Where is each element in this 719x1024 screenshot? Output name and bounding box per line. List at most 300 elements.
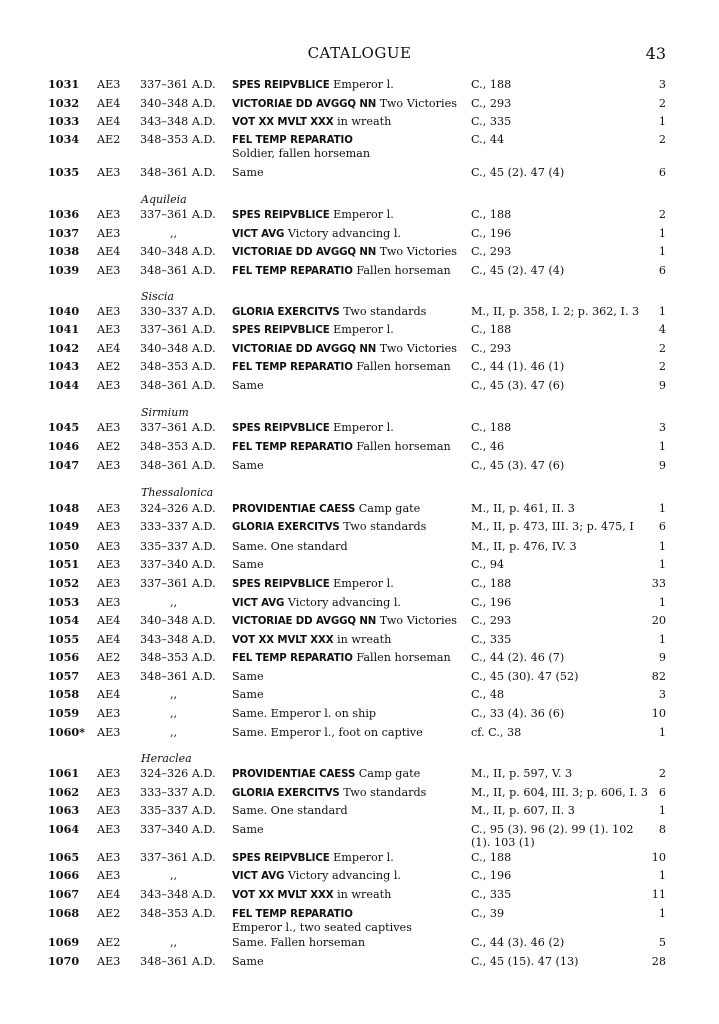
entry-number: 1066 — [48, 868, 80, 882]
entry-number: 1070 — [48, 954, 80, 968]
date-range: 348–353 A.D. — [140, 133, 216, 146]
specimen-count: 9 — [658, 651, 666, 664]
denomination: AE3 — [97, 166, 121, 179]
reference: C., 188 — [471, 78, 512, 91]
specimen-count: 1 — [658, 502, 666, 515]
date-range: 337–361 A.D. — [140, 323, 216, 336]
reverse-type: Fallen horseman — [356, 264, 451, 277]
entry-number: 1034 — [48, 132, 80, 146]
date-range: 348–361 A.D. — [140, 955, 216, 968]
specimen-count: 6 — [658, 786, 666, 799]
reference: C., 45 (30). 47 (52) — [471, 670, 579, 683]
reference: C., 45 (3). 47 (6) — [471, 379, 565, 392]
reverse-description — [232, 869, 464, 883]
entry-number: 1039 — [48, 263, 80, 277]
entry-number: 1047 — [48, 458, 80, 472]
reverse-legend: VOT XX MVLT XXX — [232, 890, 334, 901]
page-header — [0, 44, 719, 64]
reverse-type: Same — [232, 379, 264, 392]
reverse-description — [232, 726, 464, 739]
reverse-description — [232, 614, 464, 628]
specimen-count: 11 — [651, 888, 666, 901]
entry-number: 1060* — [48, 725, 85, 739]
reverse-type: Emperor l. — [333, 208, 394, 221]
reverse-description — [232, 670, 464, 683]
reverse-legend: FEL TEMP REPARATIO — [232, 909, 353, 920]
date-range: 348–353 A.D. — [140, 651, 216, 664]
entry-number: 1058 — [48, 687, 80, 701]
date-range: ,, — [170, 936, 178, 949]
entry-number: 1041 — [48, 322, 80, 336]
reverse-type: Victory advancing l. — [287, 869, 401, 882]
entry-number: 1057 — [48, 669, 80, 683]
entry-number: 1032 — [48, 96, 80, 110]
reverse-type: Same. One standard — [232, 804, 348, 817]
denomination: AE3 — [97, 955, 121, 968]
entry-number: 1031 — [48, 77, 80, 91]
reverse-description — [232, 264, 464, 278]
reverse-type: Fallen horseman — [356, 651, 451, 664]
specimen-count: 1 — [658, 115, 666, 128]
reverse-description — [232, 907, 464, 934]
reverse-description — [232, 78, 464, 92]
reference: C., 33 (4). 36 (6) — [471, 707, 565, 720]
entry-number: 1036 — [48, 207, 80, 221]
reverse-legend: SPES REIPVBLICE — [232, 853, 330, 864]
date-range: 337–340 A.D. — [140, 823, 216, 836]
denomination: AE3 — [97, 305, 121, 318]
reverse-description — [232, 379, 464, 392]
date-range: 337–361 A.D. — [140, 421, 216, 434]
page-number: 43 — [645, 44, 666, 63]
denomination: AE3 — [97, 851, 121, 864]
reference: C., 44 (2). 46 (7) — [471, 651, 565, 664]
denomination: AE4 — [97, 115, 121, 128]
reverse-description — [232, 342, 464, 356]
date-range: 340–348 A.D. — [140, 245, 216, 258]
reverse-description — [232, 786, 464, 800]
reverse-description — [232, 540, 464, 553]
denomination: AE3 — [97, 421, 121, 434]
specimen-count: 1 — [658, 440, 666, 453]
reverse-description — [232, 97, 464, 111]
reverse-type: Same. Emperor l. on ship — [232, 707, 377, 720]
reverse-description — [232, 767, 464, 781]
denomination: AE2 — [97, 907, 121, 920]
reverse-description — [232, 133, 464, 160]
reverse-description — [232, 936, 464, 949]
reverse-type: Same — [232, 955, 264, 968]
specimen-count: 2 — [658, 342, 666, 355]
reference: C., 293 — [471, 342, 512, 355]
reverse-legend: GLORIA EXERCITVS — [232, 522, 340, 533]
reverse-description — [232, 596, 464, 610]
reverse-legend: SPES REIPVBLICE — [232, 210, 330, 221]
date-range: 343–348 A.D. — [140, 633, 216, 646]
reference: M., II, p. 358, I. 2; p. 362, I. 3 — [471, 305, 640, 318]
entry-number: 1042 — [48, 341, 80, 355]
denomination: AE3 — [97, 869, 121, 882]
reference: C., 94 — [471, 558, 505, 571]
reference: C., 196 — [471, 869, 512, 882]
specimen-count: 6 — [658, 264, 666, 277]
reverse-legend: SPES REIPVBLICE — [232, 80, 330, 91]
reverse-type: Emperor l. — [333, 577, 394, 590]
mint-heading: Aquileia — [141, 193, 187, 206]
denomination: AE2 — [97, 360, 121, 373]
date-range: 337–361 A.D. — [140, 577, 216, 590]
denomination: AE3 — [97, 459, 121, 472]
reference: C., 293 — [471, 97, 512, 110]
date-range: 348–353 A.D. — [140, 440, 216, 453]
reverse-type: Emperor l., two seated captives — [232, 921, 412, 934]
reverse-description — [232, 459, 464, 472]
date-range: 348–361 A.D. — [140, 459, 216, 472]
reverse-description — [232, 227, 464, 241]
reference: C., 44 (3). 46 (2) — [471, 936, 565, 949]
reverse-type: Same — [232, 670, 264, 683]
reverse-description — [232, 323, 464, 337]
reverse-type: Emperor l. — [333, 78, 394, 91]
denomination: AE3 — [97, 520, 121, 533]
mint-heading: Thessalonica — [141, 486, 214, 499]
page-title: CATALOGUE — [307, 44, 412, 62]
specimen-count: 5 — [658, 936, 666, 949]
date-range: 337–361 A.D. — [140, 851, 216, 864]
denomination: AE3 — [97, 379, 121, 392]
denomination: AE3 — [97, 670, 121, 683]
reverse-type: in wreath — [337, 115, 392, 128]
reverse-description — [232, 888, 464, 902]
reverse-legend: PROVIDENTIAE CAESS — [232, 769, 356, 780]
reverse-description — [232, 558, 464, 571]
date-range: 343–348 A.D. — [140, 115, 216, 128]
date-range: 340–348 A.D. — [140, 614, 216, 627]
date-range: 348–361 A.D. — [140, 166, 216, 179]
date-range: 337–361 A.D. — [140, 208, 216, 221]
specimen-count: 9 — [658, 459, 666, 472]
date-range: ,, — [170, 596, 178, 609]
specimen-count: 6 — [658, 520, 666, 533]
reference: C., 293 — [471, 245, 512, 258]
denomination: AE3 — [97, 823, 121, 836]
reverse-legend: FEL TEMP REPARATIO — [232, 653, 353, 664]
denomination: AE3 — [97, 726, 121, 739]
specimen-count: 1 — [658, 540, 666, 553]
entry-number: 1054 — [48, 613, 80, 627]
entry-number: 1038 — [48, 244, 80, 258]
entry-number: 1037 — [48, 226, 80, 240]
denomination: AE4 — [97, 614, 121, 627]
reverse-legend: VICT AVG — [232, 871, 285, 882]
reverse-type: in wreath — [337, 633, 392, 646]
reverse-description — [232, 707, 464, 720]
entry-number: 1048 — [48, 501, 80, 515]
reference: C., 95 (3). 96 (2). 99 (1). 102 (1). 103 (1) — [471, 823, 634, 849]
denomination: AE3 — [97, 767, 121, 780]
date-range: 335–337 A.D. — [140, 804, 216, 817]
reverse-type: Victory advancing l. — [287, 596, 401, 609]
entry-number: 1067 — [48, 887, 80, 901]
reverse-legend: FEL TEMP REPARATIO — [232, 362, 353, 373]
entry-number: 1051 — [48, 557, 80, 571]
specimen-count: 9 — [658, 379, 666, 392]
reverse-type: Two standards — [343, 786, 427, 799]
date-range: 337–361 A.D. — [140, 78, 216, 91]
entry-number: 1063 — [48, 803, 80, 817]
specimen-count: 20 — [651, 614, 666, 627]
reverse-description — [232, 577, 464, 591]
reference: C., 335 — [471, 115, 512, 128]
denomination: AE2 — [97, 651, 121, 664]
reverse-description — [232, 851, 464, 865]
reverse-description — [232, 804, 464, 817]
reverse-type: Fallen horseman — [356, 360, 451, 373]
specimen-count: 6 — [658, 166, 666, 179]
specimen-count: 33 — [651, 577, 666, 590]
reference: C., 45 (15). 47 (13) — [471, 955, 579, 968]
entry-number: 1052 — [48, 576, 80, 590]
denomination: AE3 — [97, 502, 121, 515]
date-range: 348–361 A.D. — [140, 264, 216, 277]
date-range: 330–337 A.D. — [140, 305, 216, 318]
reverse-legend: SPES REIPVBLICE — [232, 325, 330, 336]
date-range: ,, — [170, 869, 178, 882]
denomination: AE4 — [97, 633, 121, 646]
entry-number: 1043 — [48, 359, 80, 373]
reverse-description — [232, 651, 464, 665]
reference: C., 44 — [471, 133, 505, 146]
reference: C., 188 — [471, 208, 512, 221]
entry-number: 1046 — [48, 439, 80, 453]
reverse-description — [232, 115, 464, 129]
reverse-type: Two standards — [343, 305, 427, 318]
specimen-count: 1 — [658, 804, 666, 817]
date-range: 348–353 A.D. — [140, 360, 216, 373]
date-range: 348–361 A.D. — [140, 670, 216, 683]
entry-number: 1056 — [48, 650, 80, 664]
reverse-legend: VICT AVG — [232, 598, 285, 609]
specimen-count: 1 — [658, 305, 666, 318]
entry-number: 1053 — [48, 595, 80, 609]
entry-number: 1040 — [48, 304, 80, 318]
reference: C., 45 (2). 47 (4) — [471, 264, 565, 277]
specimen-count: 3 — [658, 688, 666, 701]
reverse-description — [232, 520, 464, 534]
reference: C., 335 — [471, 633, 512, 646]
reverse-type: Same — [232, 688, 264, 701]
reverse-legend: VICTORIAE DD AVGGQ NN — [232, 344, 377, 355]
reference: C., 188 — [471, 421, 512, 434]
reverse-type: Emperor l. — [333, 851, 394, 864]
specimen-count: 3 — [658, 421, 666, 434]
reverse-type: Emperor l. — [333, 323, 394, 336]
denomination: AE2 — [97, 133, 121, 146]
reverse-description — [232, 502, 464, 516]
entry-number: 1044 — [48, 378, 80, 392]
reference: C., 45 (2). 47 (4) — [471, 166, 565, 179]
reverse-type: Camp gate — [358, 767, 421, 780]
reference: M., II, p. 473, III. 3; p. 475, I — [471, 520, 634, 533]
specimen-count: 1 — [658, 633, 666, 646]
reference: C., 196 — [471, 227, 512, 240]
reverse-description — [232, 955, 464, 968]
specimen-count: 2 — [658, 133, 666, 146]
denomination: AE2 — [97, 936, 121, 949]
reverse-type: Same. Emperor l., foot on captive — [232, 726, 423, 739]
reverse-type: Two Victories — [379, 342, 457, 355]
reference: C., 45 (3). 47 (6) — [471, 459, 565, 472]
reverse-description — [232, 440, 464, 454]
denomination: AE3 — [97, 596, 121, 609]
reference: M., II, p. 597, V. 3 — [471, 767, 573, 780]
reverse-description — [232, 360, 464, 374]
denomination: AE4 — [97, 342, 121, 355]
denomination: AE3 — [97, 208, 121, 221]
reference: C., 44 (1). 46 (1) — [471, 360, 565, 373]
date-range: 340–348 A.D. — [140, 97, 216, 110]
reverse-type: Same — [232, 558, 264, 571]
entry-number: 1064 — [48, 822, 80, 836]
reverse-type: Soldier, fallen horseman — [232, 147, 371, 160]
date-range: 324–326 A.D. — [140, 502, 216, 515]
specimen-count: 2 — [658, 208, 666, 221]
specimen-count: 2 — [658, 97, 666, 110]
date-range: ,, — [170, 227, 178, 240]
denomination: AE3 — [97, 707, 121, 720]
specimen-count: 8 — [658, 823, 666, 836]
specimen-count: 82 — [651, 670, 666, 683]
denomination: AE3 — [97, 227, 121, 240]
reverse-type: Fallen horseman — [356, 440, 451, 453]
reference: C., 335 — [471, 888, 512, 901]
reverse-legend: SPES REIPVBLICE — [232, 579, 330, 590]
reverse-legend: GLORIA EXERCITVS — [232, 788, 340, 799]
reverse-description — [232, 823, 464, 836]
denomination: AE3 — [97, 577, 121, 590]
reverse-description — [232, 688, 464, 701]
denomination: AE3 — [97, 540, 121, 553]
reference: M., II, p. 604, III. 3; p. 606, I. 3 — [471, 786, 649, 799]
denomination: AE3 — [97, 786, 121, 799]
denomination: AE4 — [97, 888, 121, 901]
reference: C., 48 — [471, 688, 505, 701]
entry-number: 1059 — [48, 706, 80, 720]
specimen-count: 1 — [658, 869, 666, 882]
reference: M., II, p. 461, II. 3 — [471, 502, 575, 515]
reverse-type: Same — [232, 166, 264, 179]
specimen-count: 2 — [658, 360, 666, 373]
mint-heading: Sirmium — [141, 406, 189, 419]
entry-number: 1062 — [48, 785, 80, 799]
reverse-description — [232, 421, 464, 435]
reverse-description — [232, 305, 464, 319]
reverse-legend: VOT XX MVLT XXX — [232, 117, 334, 128]
entry-number: 1069 — [48, 935, 80, 949]
reference: M., II, p. 476, IV. 3 — [471, 540, 577, 553]
entry-number: 1061 — [48, 766, 80, 780]
specimen-count: 1 — [658, 596, 666, 609]
reverse-description — [232, 208, 464, 222]
reverse-legend: VICT AVG — [232, 229, 285, 240]
date-range: ,, — [170, 688, 178, 701]
reverse-type: Two Victories — [379, 614, 457, 627]
date-range: 333–337 A.D. — [140, 786, 216, 799]
reverse-type: Same. One standard — [232, 540, 348, 553]
denomination: AE4 — [97, 245, 121, 258]
entry-number: 1033 — [48, 114, 80, 128]
reverse-legend: VICTORIAE DD AVGGQ NN — [232, 616, 377, 627]
reference: C., 196 — [471, 596, 512, 609]
reverse-legend: VICTORIAE DD AVGGQ NN — [232, 247, 377, 258]
date-range: 335–337 A.D. — [140, 540, 216, 553]
entry-number: 1045 — [48, 420, 80, 434]
date-range: 340–348 A.D. — [140, 342, 216, 355]
mint-heading: Siscia — [141, 290, 174, 303]
reverse-description — [232, 166, 464, 179]
date-range: 324–326 A.D. — [140, 767, 216, 780]
date-range: 348–353 A.D. — [140, 907, 216, 920]
reverse-legend: VICTORIAE DD AVGGQ NN — [232, 99, 377, 110]
entry-number: 1068 — [48, 906, 80, 920]
specimen-count: 1 — [658, 907, 666, 920]
denomination: AE3 — [97, 323, 121, 336]
reverse-type: Two Victories — [379, 97, 457, 110]
reference: C., 46 — [471, 440, 505, 453]
reference: C., 293 — [471, 614, 512, 627]
specimen-count: 4 — [658, 323, 666, 336]
reverse-type: Two Victories — [379, 245, 457, 258]
specimen-count: 3 — [658, 78, 666, 91]
reverse-type: Same. Fallen horseman — [232, 936, 366, 949]
specimen-count: 1 — [658, 227, 666, 240]
specimen-count: 1 — [658, 558, 666, 571]
date-range: ,, — [170, 707, 178, 720]
reverse-legend: FEL TEMP REPARATIO — [232, 266, 353, 277]
entry-number: 1035 — [48, 165, 80, 179]
reverse-description — [232, 245, 464, 259]
reverse-legend: VOT XX MVLT XXX — [232, 635, 334, 646]
entry-number: 1065 — [48, 850, 80, 864]
date-range: 337–340 A.D. — [140, 558, 216, 571]
reference: C., 188 — [471, 577, 512, 590]
denomination: AE3 — [97, 558, 121, 571]
date-range: ,, — [170, 726, 178, 739]
reverse-type: Two standards — [343, 520, 427, 533]
reference: C., 39 — [471, 907, 505, 920]
reverse-legend: SPES REIPVBLICE — [232, 423, 330, 434]
reference: M., II, p. 607, II. 3 — [471, 804, 575, 817]
specimen-count: 1 — [658, 245, 666, 258]
denomination: AE4 — [97, 688, 121, 701]
reverse-type: Camp gate — [358, 502, 421, 515]
denomination: AE3 — [97, 804, 121, 817]
entry-number: 1055 — [48, 632, 80, 646]
specimen-count: 10 — [651, 707, 666, 720]
entry-number: 1049 — [48, 519, 80, 533]
denomination: AE3 — [97, 78, 121, 91]
denomination: AE2 — [97, 440, 121, 453]
specimen-count: 10 — [651, 851, 666, 864]
reverse-type: Victory advancing l. — [287, 227, 401, 240]
specimen-count: 2 — [658, 767, 666, 780]
reverse-type: Emperor l. — [333, 421, 394, 434]
reverse-legend: PROVIDENTIAE CAESS — [232, 504, 356, 515]
entry-number: 1050 — [48, 539, 80, 553]
reverse-type: in wreath — [337, 888, 392, 901]
specimen-count: 1 — [658, 726, 666, 739]
mint-heading: Heraclea — [141, 752, 192, 765]
